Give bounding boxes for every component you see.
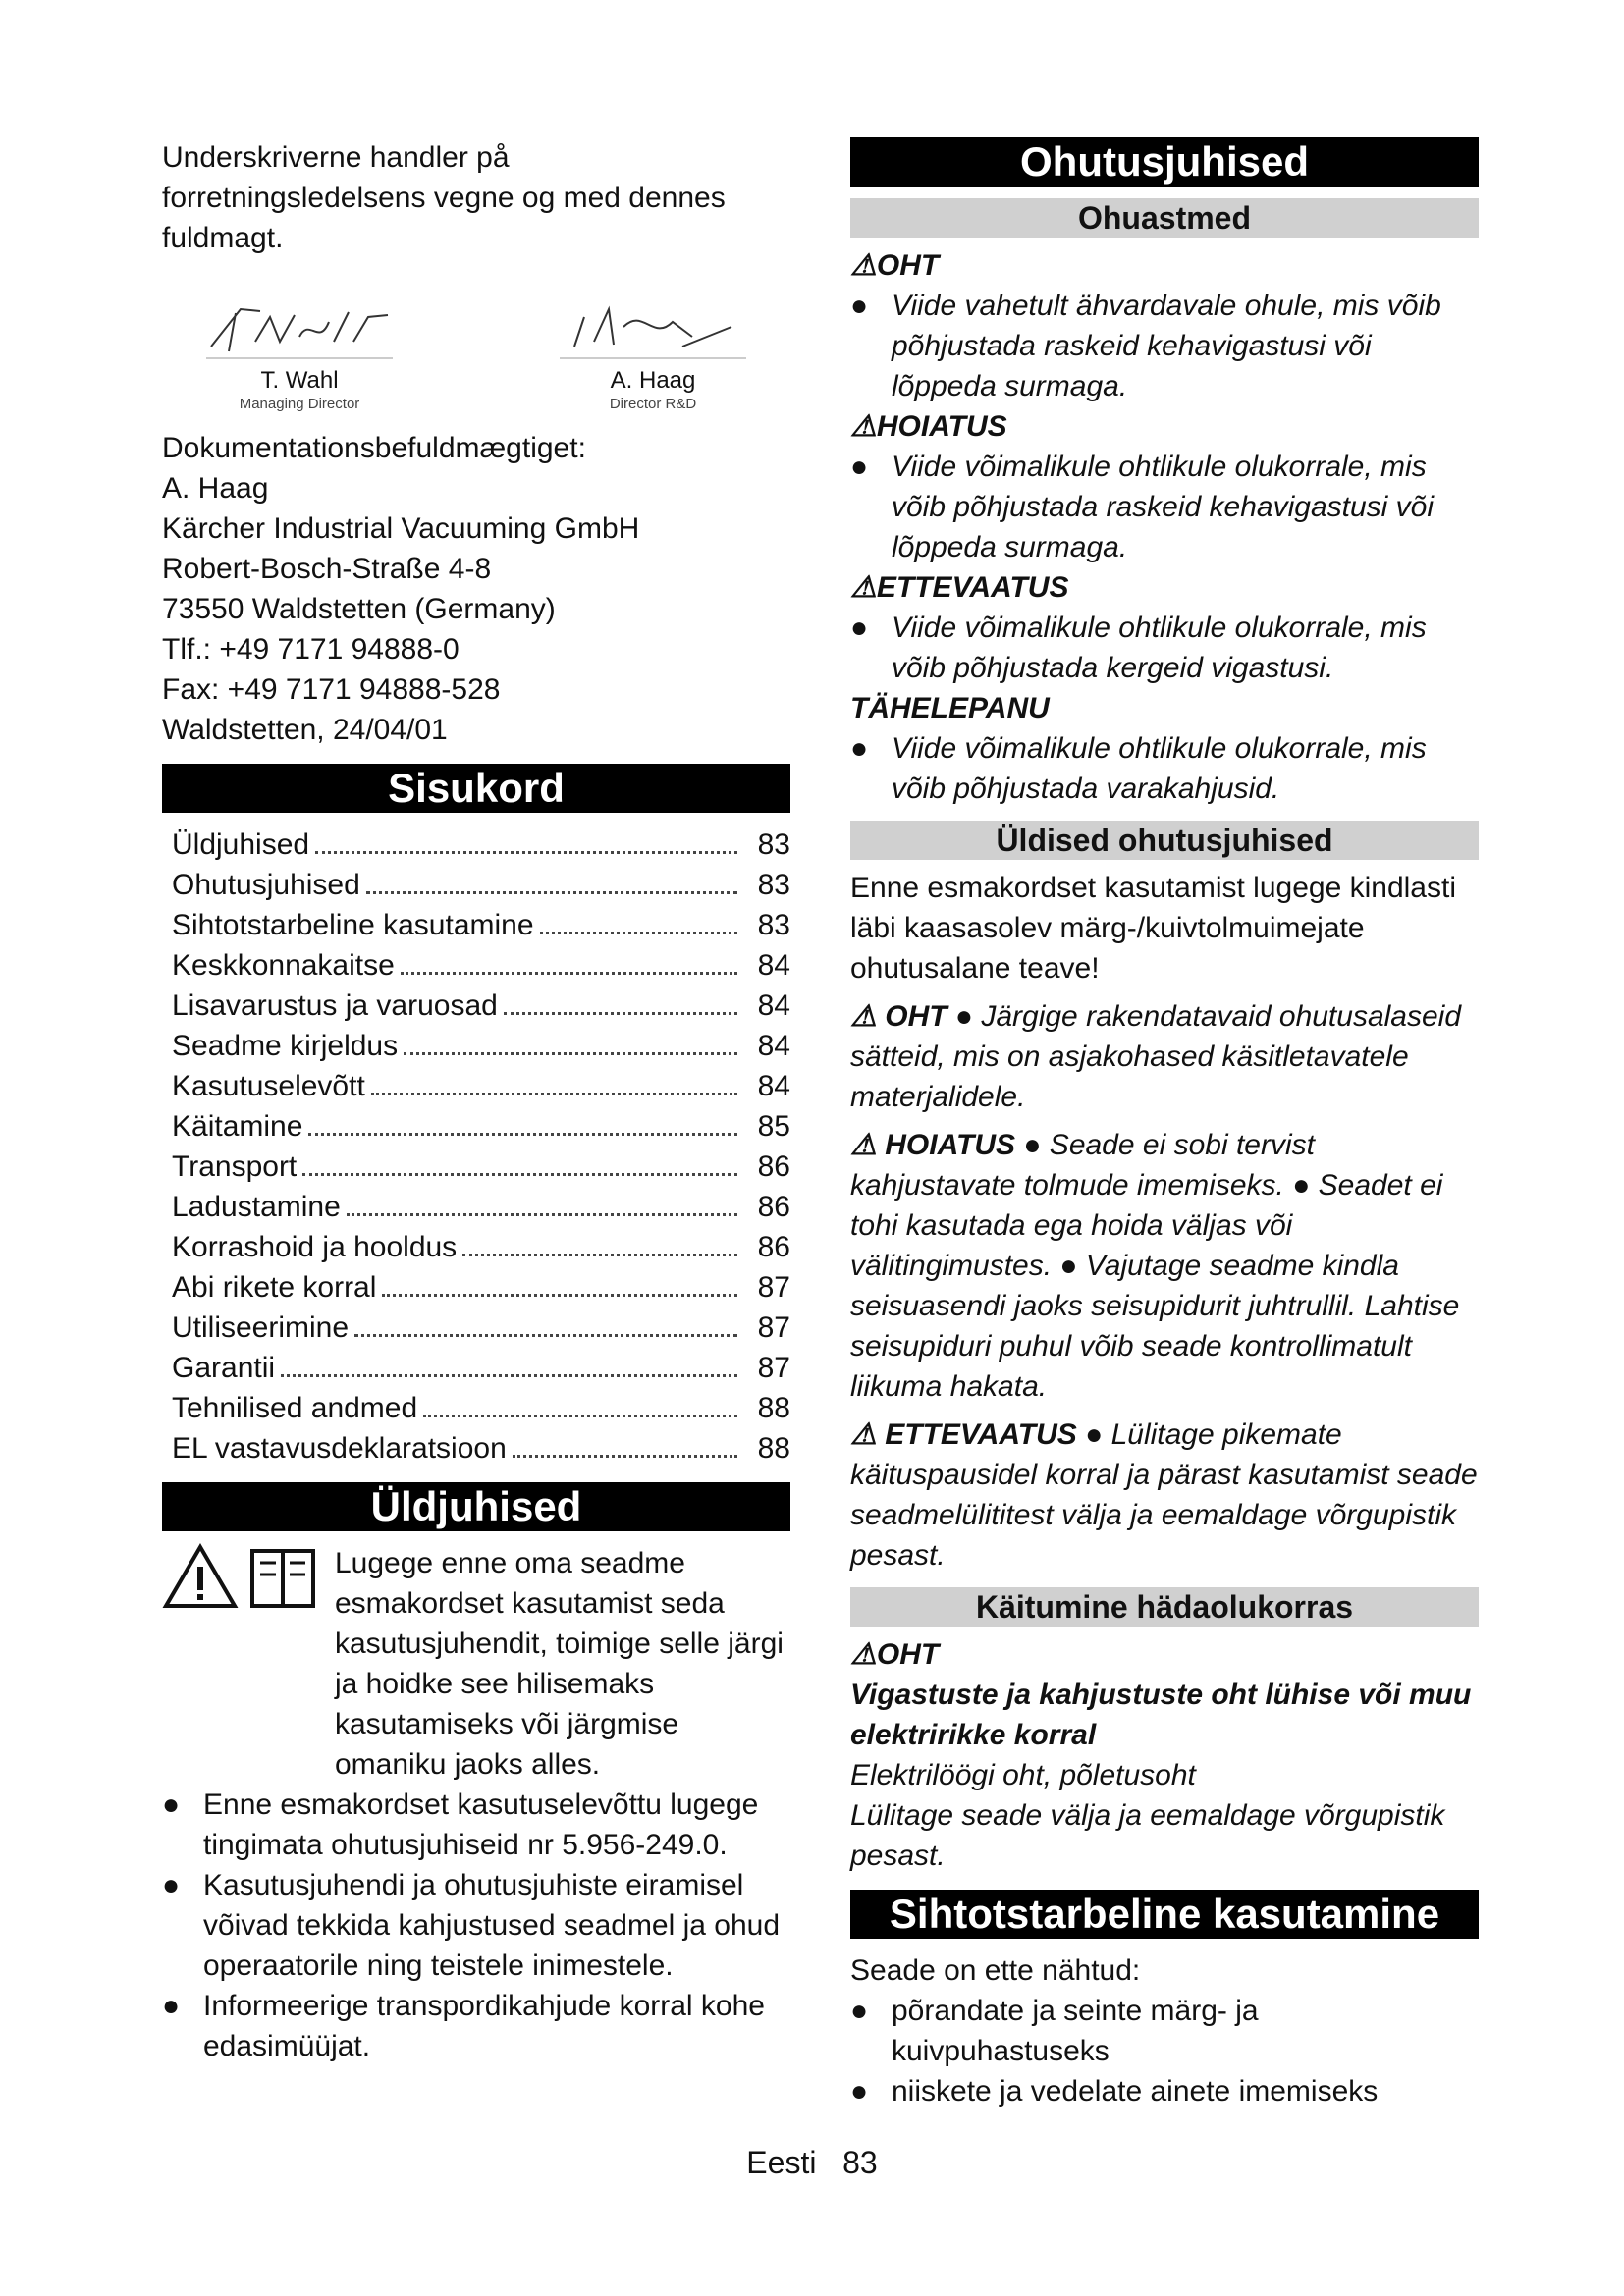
list-item bbox=[850, 608, 1479, 688]
emergency-label: ⚠OHT bbox=[850, 1638, 940, 1671]
hoiatus-text: ● Seade ei sobi tervist kahjustavate tolmude imemiseks. ● Seadet ei tohi kasutada ega hoida väljas või välitingimustes. ● Vajutage seadme kindla seisuasendi jaoks seisupidurit juhtrullil. Lahtise seisupiduri puhul võib seade kontrollimatult liikuma hakata. bbox=[850, 1129, 1460, 1403]
toc-row[interactable] bbox=[162, 1066, 790, 1106]
intro-icons bbox=[162, 1543, 317, 1610]
toc-page: 87 bbox=[757, 1271, 790, 1304]
intro-text: Underskriverne handler på forretningsledelsens vegne og med dennes fuldmagt. bbox=[162, 141, 726, 254]
hoiatus-label: ⚠ HOIATUS bbox=[850, 1129, 1016, 1161]
general-intro-text: Lugege enne oma seadme esmakordset kasutamist seda kasutusjuhendit, toimige selle järgi ja hoidke see hilisemaks kasutamiseks või järgmise omaniku jaoks alles. bbox=[335, 1547, 784, 1781]
toc-label: Tehnilised andmed bbox=[172, 1392, 418, 1424]
toc-dots bbox=[404, 1052, 737, 1055]
table-of-contents bbox=[162, 825, 790, 1468]
signature-haag-scribble bbox=[555, 297, 751, 366]
bullet-icon: ● bbox=[850, 612, 869, 644]
ettevaatus-text: ● Lülitage pikemate käituspausidel korral ja pärast kasutamist seade seadmelülititest välja ja eemaldage võrgupistik pesast. bbox=[850, 1418, 1478, 1572]
address-line: Robert-Bosch-Straße 4-8 bbox=[162, 553, 492, 585]
list-item-text: Viide vahetult ähvardavale ohule, mis võib põhjustada raskeid kehavigastusi või lõppeda surmaga. bbox=[892, 290, 1441, 402]
toc-label: Ohutusjuhised bbox=[172, 869, 360, 901]
toc-page: 84 bbox=[757, 1030, 790, 1062]
toc-page: 87 bbox=[757, 1311, 790, 1344]
hazard-levels-heading: Ohuastmed bbox=[850, 198, 1479, 238]
toc-page: 84 bbox=[757, 989, 790, 1022]
toc-page: 84 bbox=[757, 1070, 790, 1102]
address-line: 73550 Waldstetten (Germany) bbox=[162, 593, 556, 625]
hoiatus-paragraph bbox=[850, 1125, 1479, 1407]
list-item bbox=[850, 286, 1479, 406]
toc-dots bbox=[354, 1334, 737, 1337]
signature-role: Director R&D bbox=[609, 396, 697, 412]
toc-page: 83 bbox=[757, 909, 790, 941]
toc-row[interactable] bbox=[162, 865, 790, 905]
list-item-text: põrandate ja seinte märg- ja kuivpuhastuseks bbox=[892, 1995, 1259, 2067]
signature-name: T. Wahl bbox=[260, 367, 339, 394]
oht-text: ● Järgige rakendatavaid ohutusalaseid sätteid, mis on asjakohased käsitletavatele materjalidele. bbox=[850, 1000, 1462, 1113]
toc-label: Ladustamine bbox=[172, 1191, 341, 1223]
toc-label: Sihtotstarbeline kasutamine bbox=[172, 909, 534, 941]
list-item bbox=[162, 1986, 790, 2066]
intended-use-heading: Sihtotstarbeline kasutamine bbox=[850, 1890, 1479, 1939]
hazard-label-tahelepanu: TÄHELEPANU bbox=[850, 692, 1050, 724]
left-column bbox=[162, 137, 790, 2066]
list-item-text: Kasutusjuhendi ja ohutusjuhiste eiramisel võivad tekkida kahjustused seadmel ja ohud operaatorile ning teistele inimestele. bbox=[203, 1869, 781, 1982]
manual-book-icon bbox=[248, 1543, 317, 1610]
list-item bbox=[162, 1865, 790, 1986]
toc-dots bbox=[423, 1415, 737, 1417]
bullet-icon: ● bbox=[850, 290, 869, 322]
toc-dots bbox=[371, 1093, 737, 1095]
list-item bbox=[850, 2071, 1479, 2111]
toc-row[interactable] bbox=[162, 1308, 790, 1348]
toc-row[interactable] bbox=[162, 945, 790, 986]
toc-page: 83 bbox=[757, 828, 790, 861]
list-item-text: niiskete ja vedelate ainete imemiseks bbox=[892, 2075, 1379, 2108]
toc-label: Kasutuselevõtt bbox=[172, 1070, 365, 1102]
signature-name: A. Haag bbox=[610, 367, 696, 394]
toc-dots bbox=[401, 972, 737, 975]
oht-label: ⚠ OHT bbox=[850, 1000, 947, 1033]
footer-page-number: 83 bbox=[842, 2145, 878, 2180]
toc-dots bbox=[302, 1173, 737, 1176]
toc-dots bbox=[347, 1213, 737, 1216]
hazard-label-hoiatus: ⚠HOIATUS bbox=[850, 410, 1007, 443]
toc-page: 86 bbox=[757, 1191, 790, 1223]
list-item bbox=[850, 728, 1479, 809]
emergency-line: Lülitage seade välja ja eemaldage võrgupistik pesast. bbox=[850, 1799, 1445, 1872]
toc-page: 84 bbox=[757, 949, 790, 982]
list-item-text: Enne esmakordset kasutuselevõttu lugege tingimata ohutusjuhiseid nr 5.956-249.0. bbox=[203, 1789, 759, 1861]
address-line: Tlf.: +49 7171 94888-0 bbox=[162, 633, 460, 666]
bullet-icon: ● bbox=[162, 1869, 181, 1901]
general-safety-heading: Üldised ohutusjuhised bbox=[850, 821, 1479, 860]
list-item-text: Viide võimalikule ohtlikule olukorrale, mis võib põhjustada varakahjusid. bbox=[892, 732, 1427, 805]
toc-row[interactable] bbox=[162, 1388, 790, 1428]
toc-label: Üldjuhised bbox=[172, 828, 310, 861]
emergency-line: Elektrilöögi oht, põletusoht bbox=[850, 1759, 1196, 1791]
list-item bbox=[850, 1991, 1479, 2071]
ettevaatus-paragraph bbox=[850, 1415, 1479, 1575]
toc-label: Seadme kirjeldus bbox=[172, 1030, 399, 1062]
intended-use-intro: Seade on ette nähtud: bbox=[850, 1954, 1141, 1987]
toc-page: 83 bbox=[757, 869, 790, 901]
toc-dots bbox=[315, 851, 737, 854]
toc-dots bbox=[308, 1133, 737, 1136]
toc-label: Transport bbox=[172, 1150, 298, 1183]
signature-haag bbox=[555, 297, 751, 412]
address-line: Kärcher Industrial Vacuuming GmbH bbox=[162, 512, 640, 545]
toc-row[interactable] bbox=[162, 1428, 790, 1468]
toc-dots bbox=[462, 1254, 737, 1256]
toc-page: 88 bbox=[757, 1392, 790, 1424]
toc-label: Keskkonnakaitse bbox=[172, 949, 395, 982]
bullet-icon: ● bbox=[162, 1990, 181, 2022]
toc-label: Korrashoid ja hooldus bbox=[172, 1231, 458, 1263]
ettevaatus-label: ⚠ ETTEVAATUS bbox=[850, 1418, 1077, 1451]
list-item bbox=[162, 1785, 790, 1865]
address-line: A. Haag bbox=[162, 472, 269, 505]
toc-dots bbox=[513, 1455, 737, 1458]
list-item-text: Viide võimalikule ohtlikule olukorrale, mis võib põhjustada kergeid vigastusi. bbox=[892, 612, 1427, 684]
toc-heading: Sisukord bbox=[162, 764, 790, 813]
toc-page: 85 bbox=[757, 1110, 790, 1143]
signature-wahl-scribble bbox=[201, 297, 398, 366]
emergency-heading: Käitumine hädaolukorras bbox=[850, 1587, 1479, 1627]
footer-language: Eesti bbox=[746, 2145, 817, 2180]
signature-role: Managing Director bbox=[239, 396, 360, 412]
list-item-text: Viide võimalikule ohtlikule olukorrale, mis võib põhjustada raskeid kehavigastusi või lõppeda surmaga. bbox=[892, 451, 1434, 563]
bullet-icon: ● bbox=[850, 2075, 869, 2108]
toc-label: Garantii bbox=[172, 1352, 276, 1384]
toc-dots bbox=[382, 1294, 737, 1297]
bullet-icon: ● bbox=[162, 1789, 181, 1821]
toc-dots bbox=[540, 932, 737, 934]
bullet-icon: ● bbox=[850, 1995, 869, 2027]
page-footer bbox=[0, 2145, 1624, 2181]
general-intro-row bbox=[162, 1543, 790, 1785]
toc-row[interactable] bbox=[162, 1227, 790, 1267]
hazard-label-ettevaatus: ⚠ETTEVAATUS bbox=[850, 571, 1069, 604]
address-block bbox=[162, 428, 790, 750]
toc-page: 87 bbox=[757, 1352, 790, 1384]
signatures bbox=[201, 297, 790, 412]
toc-row[interactable] bbox=[162, 1106, 790, 1147]
general-safety-text: Enne esmakordset kasutamist lugege kindlasti läbi kaasasolev märg-/kuivtolmuimejate ohutusalane teave! bbox=[850, 872, 1456, 985]
toc-label: EL vastavusdeklaratsioon bbox=[172, 1432, 507, 1465]
toc-label: Abi rikete korral bbox=[172, 1271, 377, 1304]
right-column bbox=[850, 137, 1479, 2111]
toc-page: 86 bbox=[757, 1150, 790, 1183]
toc-label: Utiliseerimine bbox=[172, 1311, 350, 1344]
address-line: Dokumentationsbefuldmægtiget: bbox=[162, 432, 586, 464]
toc-row[interactable] bbox=[162, 1187, 790, 1227]
list-item-text: Informeerige transpordikahjude korral kohe edasimüüjat. bbox=[203, 1990, 765, 2062]
address-line: Fax: +49 7171 94888-528 bbox=[162, 673, 501, 706]
warning-triangle-icon bbox=[162, 1543, 239, 1610]
emergency-bold-text: Vigastuste ja kahjustuste oht lühise või muu elektririkke korral bbox=[850, 1679, 1472, 1751]
toc-dots bbox=[366, 891, 737, 894]
general-heading: Üldjuhised bbox=[162, 1482, 790, 1531]
toc-row[interactable] bbox=[162, 1348, 790, 1388]
toc-row[interactable] bbox=[162, 825, 790, 865]
toc-dots bbox=[504, 1012, 737, 1015]
toc-label: Käitamine bbox=[172, 1110, 303, 1143]
bullet-icon: ● bbox=[850, 732, 869, 765]
hazard-label-oht: ⚠OHT bbox=[850, 249, 940, 282]
toc-row[interactable] bbox=[162, 1267, 790, 1308]
toc-row[interactable] bbox=[162, 905, 790, 945]
toc-page: 86 bbox=[757, 1231, 790, 1263]
toc-label: Lisavarustus ja varuosad bbox=[172, 989, 498, 1022]
toc-row[interactable] bbox=[162, 1147, 790, 1187]
toc-page: 88 bbox=[757, 1432, 790, 1465]
toc-row[interactable] bbox=[162, 986, 790, 1026]
safety-heading: Ohutusjuhised bbox=[850, 137, 1479, 187]
address-line: Waldstetten, 24/04/01 bbox=[162, 714, 448, 746]
bullet-icon: ● bbox=[850, 451, 869, 483]
list-item bbox=[850, 447, 1479, 567]
toc-row[interactable] bbox=[162, 1026, 790, 1066]
signature-wahl bbox=[201, 297, 398, 412]
toc-dots bbox=[281, 1374, 737, 1377]
oht-paragraph bbox=[850, 996, 1479, 1117]
